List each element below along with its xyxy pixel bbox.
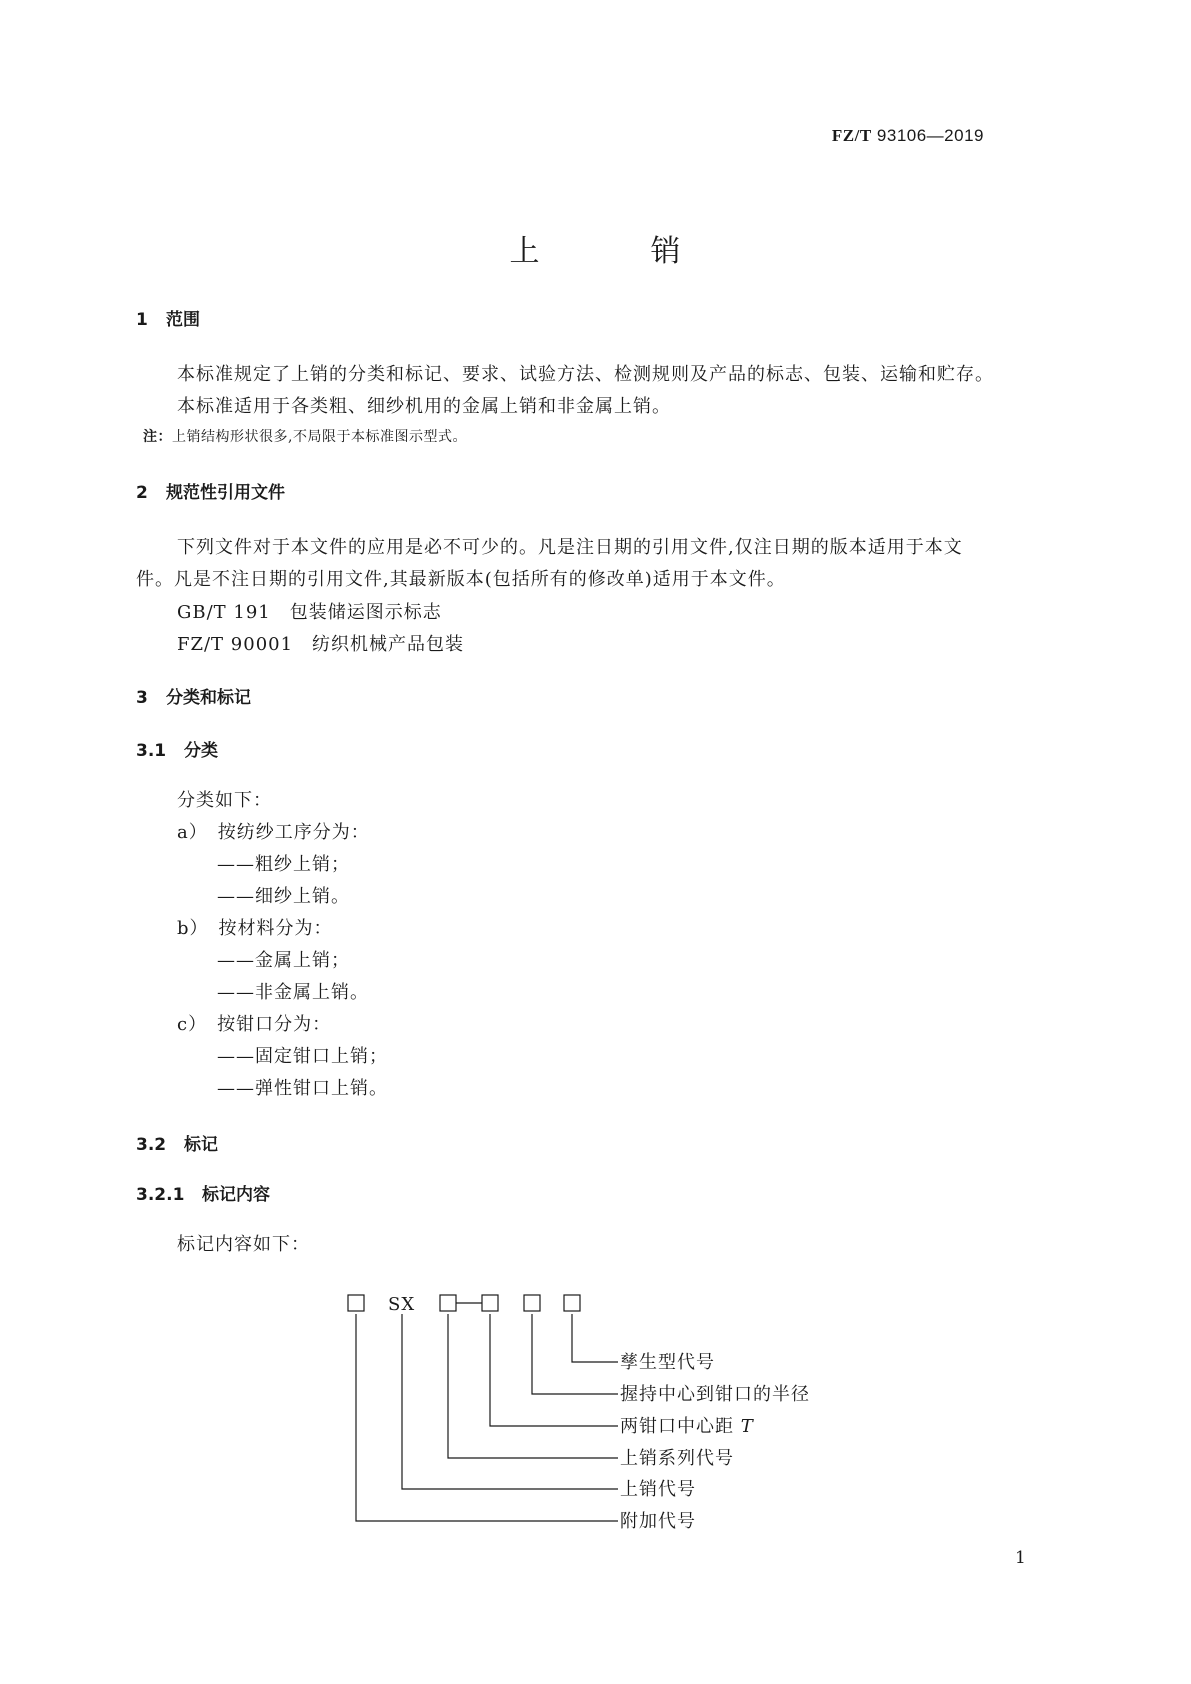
section-1-heading: 1 范围	[136, 310, 200, 330]
reference-2: FZ/T 90001 纺织机械产品包装	[177, 634, 465, 655]
label-pin-code: 上销代号	[620, 1479, 696, 1500]
marking-intro: 标记内容如下：	[177, 1234, 310, 1255]
document-code	[832, 126, 984, 146]
marking-designation-diagram	[340, 1290, 860, 1535]
box-radius	[524, 1295, 540, 1311]
title-char-2: 销	[650, 234, 682, 269]
reference-1: GB/T 191 包装储运图示标志	[177, 602, 442, 623]
label-series-code: 上销系列代号	[620, 1448, 734, 1469]
page-number: 1	[1015, 1548, 1026, 1568]
list-item-a1: ——粗纱上销；	[217, 854, 350, 875]
section-1-note: 注：上销结构形状很多,不局限于本标准图示型式。	[143, 429, 467, 445]
section-3-1-heading: 3.1 分类	[136, 741, 218, 761]
box-center-distance	[482, 1295, 498, 1311]
leader-line-6	[356, 1314, 618, 1521]
section-2-para-line-2: 件。凡是不注日期的引用文件,其最新版本(包括所有的修改单)适用于本文件。	[136, 569, 786, 590]
label-additional-code: 附加代号	[620, 1511, 696, 1532]
list-item-c: c） 按钳口分为：	[177, 1014, 332, 1035]
box-derived-type	[564, 1295, 580, 1311]
leader-line-5	[402, 1314, 618, 1489]
doc-code-number: 93106—2019	[876, 126, 984, 145]
list-item-c2: ——弹性钳口上销。	[217, 1078, 388, 1099]
leader-line-3	[490, 1314, 618, 1426]
list-item-a2: ——细纱上销。	[217, 886, 350, 907]
section-3-2-1-heading: 3.2.1 标记内容	[136, 1185, 270, 1205]
list-item-c1: ——固定钳口上销；	[217, 1046, 388, 1067]
sx-code: SX	[388, 1294, 416, 1315]
page-title	[0, 226, 1191, 270]
leader-line-1	[572, 1314, 618, 1362]
title-char-1: 上	[509, 234, 541, 269]
list-item-b1: ——金属上销；	[217, 950, 350, 971]
list-item-b2: ——非金属上销。	[217, 982, 369, 1003]
leader-line-2	[532, 1314, 618, 1394]
box-additional-code	[348, 1295, 364, 1311]
section-1-para-2: 本标准适用于各类粗、细纱机用的金属上销和非金属上销。	[177, 396, 671, 417]
box-series-code	[440, 1295, 456, 1311]
section-3-heading: 3 分类和标记	[136, 688, 251, 708]
section-1-para-1: 本标准规定了上销的分类和标记、要求、试验方法、检测规则及产品的标志、包装、运输和贮存。	[177, 364, 994, 385]
classification-intro: 分类如下：	[177, 790, 272, 811]
label-center-distance: 两钳口中心距 T	[620, 1416, 754, 1437]
doc-code-prefix: FZ/T	[831, 126, 872, 145]
leader-line-4	[448, 1314, 618, 1458]
list-item-a: a） 按纺纱工序分为：	[177, 822, 370, 843]
section-2-para-line-1: 下列文件对于本文件的应用是必不可少的。凡是注日期的引用文件,仅注日期的版本适用于本文	[177, 537, 963, 558]
label-derived-type: 孳生型代号	[620, 1352, 715, 1373]
list-item-b: b） 按材料分为：	[177, 918, 333, 939]
section-2-heading: 2 规范性引用文件	[136, 483, 285, 503]
section-3-2-heading: 3.2 标记	[136, 1135, 218, 1155]
label-radius: 握持中心到钳口的半径	[620, 1384, 810, 1405]
